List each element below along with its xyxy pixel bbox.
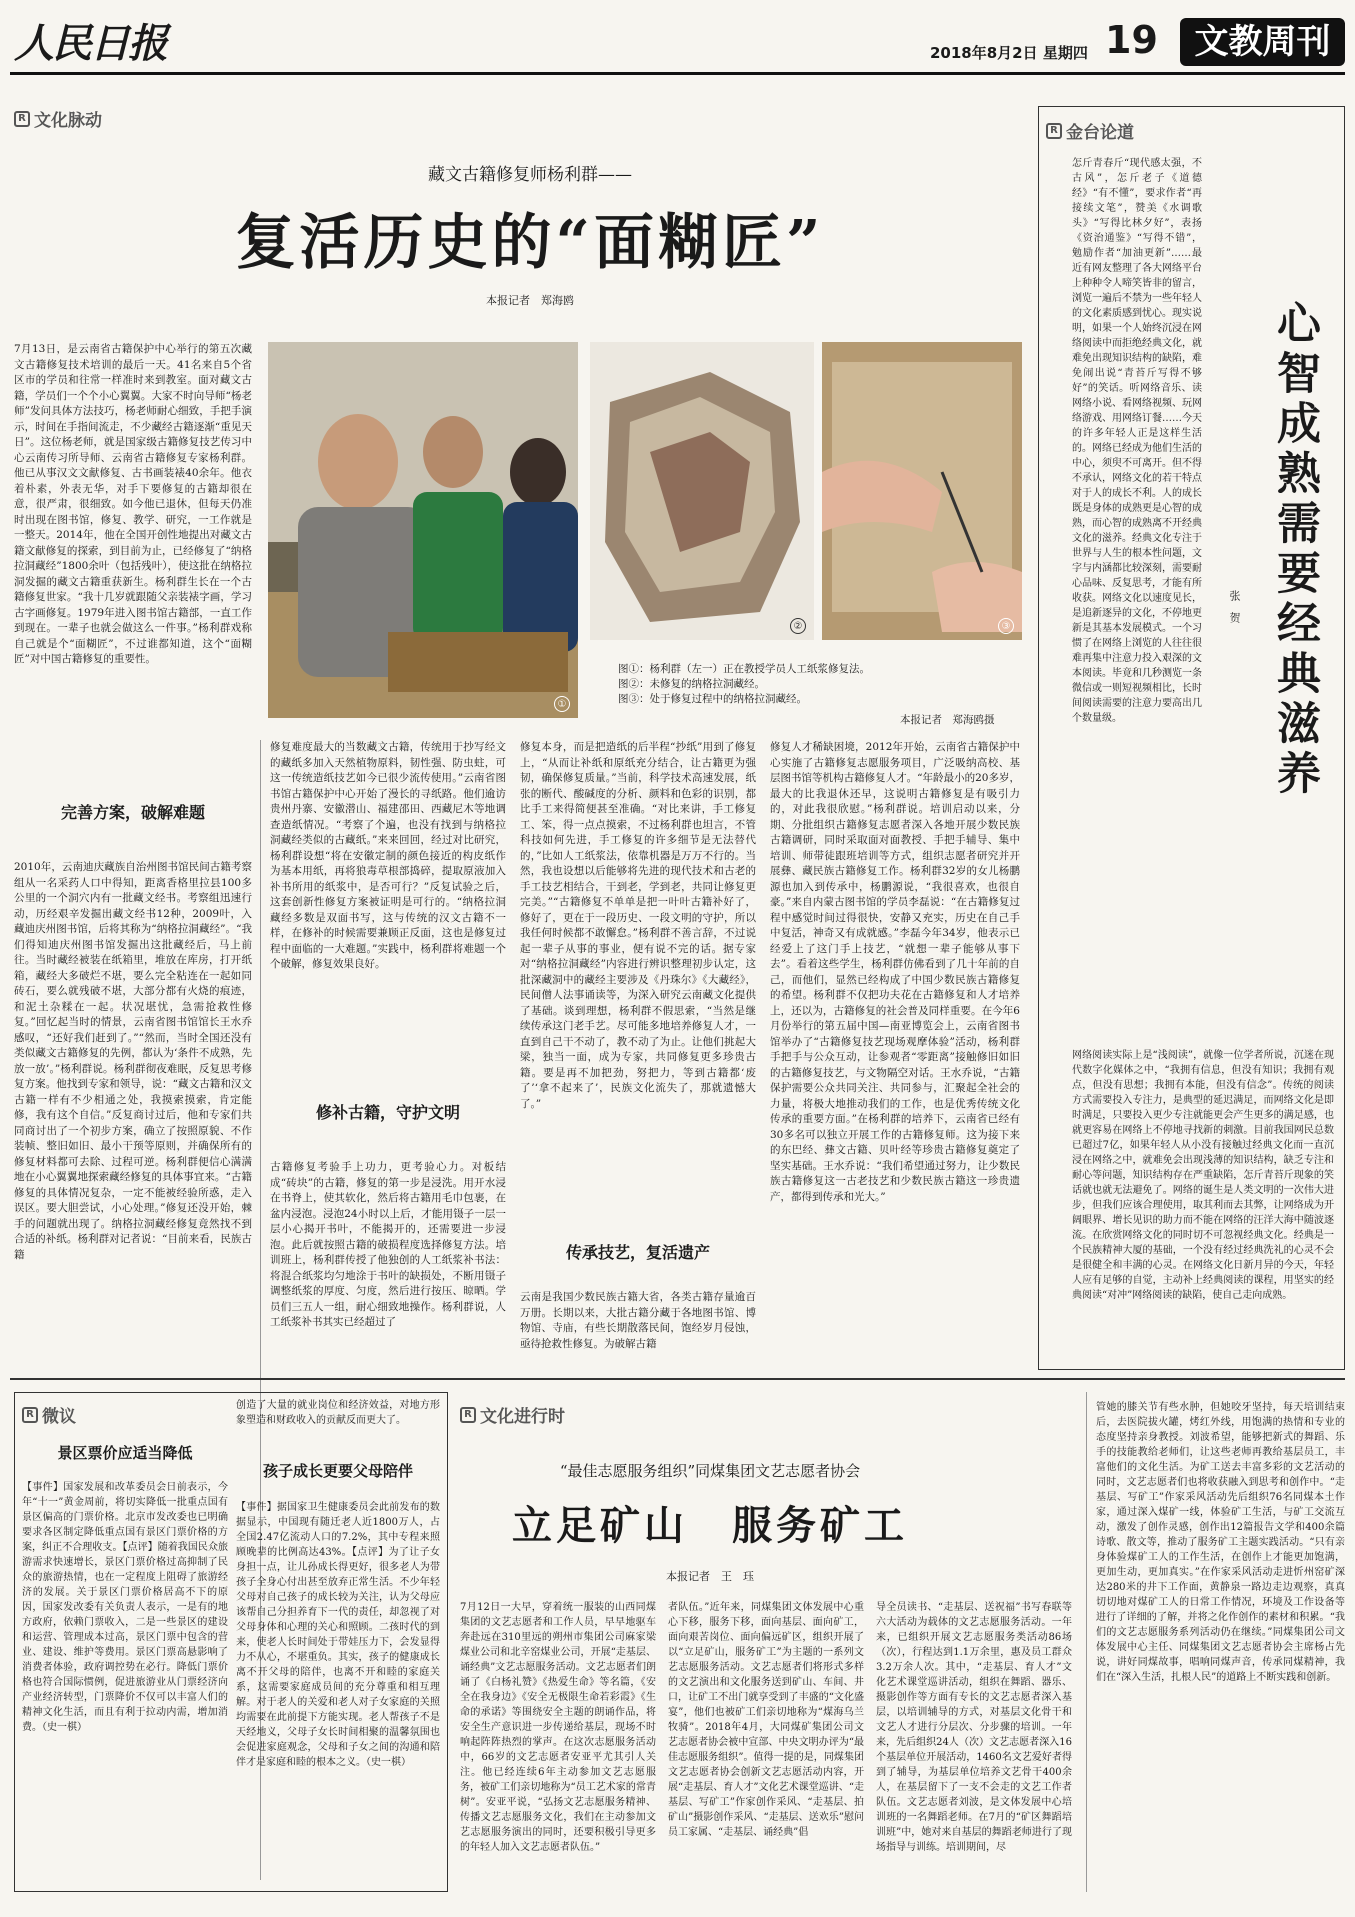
- micro-text-1: 【事件】国家发展和改革委员会日前表示，今年“十一”黄金周前，将切实降低一批重点国有景区偏高的门票价格。北京市发改委也已明确要求各区制定降低重点国有景区门票价格的方案，纠正不合理收支。【点评】随着我国民众旅游需求快速增长，景区门票价格过高抑制了民众的旅游热情，也在一定程度上阻碍了旅游经济的发展。关于景区门票价格居高不下的原因，国家发改委有关负责人表示，一是有的地方政府，依赖门票收入，二是一些景区的建设和运营、管理成本过高，景区门票中包含的营业、建设、维护等费用。景区门票高悬影响了消费者体验，政府调控势在必行。降低门票价格也符合国际惯例，促进旅游业从门票经济向产业经济转型，门票降价不仅可以丰富人们的精神文化生活，而且有利于拉动内需，增加消费。（史一棋）: [22, 1482, 228, 1733]
- section-title: 文教周刊: [1180, 18, 1345, 66]
- section-label-culture-progress: R 文化进行时: [460, 1402, 565, 1427]
- caption-line: 图①：杨利群（左一）正在教授学员人工纸浆修复法。: [618, 663, 870, 675]
- section-label-culture-pulse: R 文化脉动: [14, 106, 102, 131]
- r-icon: R: [460, 1407, 476, 1423]
- section-divider: [10, 1378, 1345, 1380]
- micro-title-1: 景区票价应适当降低: [57, 1444, 193, 1462]
- bottom-title: 立足矿山 服务矿工: [512, 1502, 908, 1549]
- photo-2-number: ②: [790, 618, 806, 634]
- photo-1: [268, 342, 578, 718]
- bottom-col4: 管她的膝关节有些水肿，但她咬牙坚持，每天培训结束后，去医院拔火罐，烤红外线，用饱满的热情和专业的态度坚持亲身教授。刘波希望，能够把新式的舞蹈、乐手的技能教给老师们，让这些老师再教给基层员工，丰富他们的文化生活。为矿工送去丰富多彩的文艺活动的同时，文艺志愿者们也将收获融入到思考和创作中。“走基层、写矿工”作家采风活动先后组织76名同煤本土作家，通过深入煤矿一线，体验矿工生活，与矿工交流互动，激发了创作灵感，创作出12篇报告文学和400余篇诗歌、散文等，推动了服务矿工主题实践活动。“只有亲身体验煤矿工人的工作生活，在创作上才能更加饱满，更加生动，更加真实。”在作家采风活动走进忻州窑矿深达280米的井下工作面，黄静泉一路边走边观察，真真切切地对煤矿工人的日常工作情况，环境及工作设备等进行了详细的了解，并将之化作创作的素材和积累。“我们的文艺志愿服务系列活动仍在继续。”同煤集团公司文体发展中心主任、同煤集团文艺志愿者协会主席杨占先说，讲好同煤故事，唱响同煤声音，传承同煤精神，我们在“深入生活，扎根人民”的道路上不断实践和创新。: [1096, 1402, 1345, 1683]
- commentary-text-top: 怎斤青春斤“现代感太强，不古风”，怎斤老子《道德经》“有不懂”，要求作者“再接续文笔”，赞美《水调歌头》“写得比林夕好”，表扬《资治通鉴》“写得不错”，勉励作者“加油更新”……最近有网友整理了各大网络平台上种种令人啼笑皆非的留言，浏览一遍后不禁为一些年轻人的文化素质感到忧心。现实说明，如果一个人始终沉浸在网络阅读中而拒绝经典文化，就难免出现知识结构的缺陷，难免闹出说“青苔斤写得不够好”的笑话。听网络音乐、读网络小说、看网络视频、玩网络游戏、用网络订餐……今天的许多年轻人正是这样生活的。网络已经成为他们生活的中心，须臾不可离开。但不得不承认，网络文化的若干特点对于人的成长不利。人的成长既是身体的成熟更是心智的成熟，而心智的成熟离不开经典文化的滋养。经典文化专注于世界与人生的根本性问题，文字与内涵都比较深刻，需要耐心品味、反复思考，才能有所收获。网络文化以速度见长，是追新逐异的文化，不停地更新是其基本发展模式。一个习惯了在网络上浏览的人往往很难再集中注意力投入艰深的文本阅读。毕竟和几秒测览一条微信或一则短视频相比，长时间阅读需要的注意力要高出几个数量级。: [1072, 158, 1202, 724]
- issue-date: 2018年8月2日 星期四: [930, 44, 1088, 62]
- bottom-col1: 7月12日一大早，穿着统一服装的山西同煤集团的文艺志愿者和工作人员，早早地驱车奔赴远在310里远的朔州市集团公司麻家梁煤业公司和北辛窑煤业公司，开展“走基层、诵经典”文艺志愿服务活动。文艺志愿者们朗诵了《白杨礼赞》《热爱生命》等名篇，《安全在我身边》《安全无极限生命若彩霞》《生命的承诺》等围绕安全主题的朗诵作品，将安全生产意识进一步传递给基层，现场不时响起阵阵热烈的掌声。在这次志愿服务活动中，66岁的文艺志愿者安亚平尤其引人关注。他已经连续6年主动参加文艺志愿服务，被矿工们亲切地称为“员工艺术家的常青树”。安亚平说，“弘扬文艺志愿服务精神、传播文艺志愿服务文化，我们在主动参加文艺志愿服务演出的同时，还要积极引导更多的年轻人加入文艺志愿者队伍。”: [460, 1602, 656, 1853]
- section-label-jintai: R 金台论道: [1046, 118, 1134, 143]
- commentary-title: 心智成熟需要经典滋养: [1269, 300, 1320, 800]
- masthead: [0, 0, 1355, 80]
- subhead-inherit-skills: 传承技艺，复活遗产: [565, 1243, 710, 1262]
- r-icon: R: [14, 111, 30, 127]
- micro-title-2: 孩子成长更要父母陪伴: [262, 1462, 413, 1480]
- article-col2a: 修复难度最大的当数藏文古籍，传统用于抄写经文的藏纸多加入天然植物原料，韧性强、防虫蛀，可这一传统造纸技艺如今已很少流传使用。”云南省图书馆古籍保护中心开始了漫长的寻纸路。他们逾访贵州丹寨、安徽潜山、福建邵田、西藏尼木等地调查造纸情况。“考察了个遍，也没有找到与纳格拉洞藏经类似的古藏纸。”来来回回，经过对比研究，杨利群设想“将在安徽定制的颜色接近的构皮纸作为基本用纸，再将狼毒草根部捣碎，提取原液加入补书所用的纸浆中，是否可行？”反复试验之后，这套创新性修复方案被证明是可行的。“纳格拉洞藏经多数是双面书写，这与传统的汉文古籍不一样，在修补的时候需要兼顾正反面，这也是修复过程中面临的一大难题。”实践中，杨利群将难题一个个破解，修复效果良好。: [270, 741, 506, 970]
- bottom-col2: 者队伍。”近年来，同煤集团文体发展中心重心下移，服务下移，面向基层、面向矿工，面向艰苦岗位、面向偏远矿区，组织开展了以“立足矿山，服务矿工”为主题的一系列文艺志愿服务活动。文艺志愿者们将形式多样的文艺演出和文化服务送到矿山、车间、井口，让矿工不出门就享受到了丰盛的“文化盛宴”，他们也被矿工们亲切地称为“煤海乌兰牧骑”。2018年4月，大同煤矿集团公司文艺志愿者协会被中宣部、中央文明办评为“最佳志愿服务组织”。值得一提的是，同煤集团文艺志愿者协会创新文艺志愿活动内容，开展“走基层、育人才”文化艺术课堂巡讲、“走基层、写矿工”作家创作采风、“走基层、拍矿山”摄影创作采风、“走基层、送欢乐”慰问员工家属、“走基层、诵经典”倡: [668, 1602, 864, 1838]
- micro-text-2: 【事件】据国家卫生健康委员会此前发布的数据显示，中国现有随迁老人近1800万人，占全国2.47亿流动人口的7.2%，其中专程来照顾晚辈的比例高达43%。【点评】为了让子女身担一点，让儿孙成长得更好，很多老人为带孩子全身心付出甚至放弃正常生活。不少年轻父母对自己孩子的成长较为关注，认为父母应该帮自己分担养育下一代的责任，却忽视了对父母身体和心理的关心和照顾。二孩时代的到来，使老人长时间处于带娃压力下，会发显得力不从心，不堪重负。其实，孩子的健康成长离不开父母的陪伴，也离不开和睦的家庭关系，这需要家庭成员间的充分尊重和相互理解。对于老人的关爱和老人对子女家庭的关照均需要在此前提下方能实现。老人帮孩子不是天经地义，父母子女长时间相聚的温馨氛围也会促进家庭观念，父母和子女之间的沟通和陪伴才是家庭和睦的根本之义。（史一棋）: [236, 1502, 440, 1768]
- article-col3a: 修复本身，而是把造纸的后半程“抄纸”用到了修复上，“从而让补纸和原纸充分结合，让古籍更为强韧，确保修复质量。”当前，科学技术高速发展，纸张的断代、酸碱度的分析、颜料和色彩的识别，都比手工来得简便甚至准确。“对比来讲，手工修复工、笨，得一点点摸索，不过杨利群也坦言，不管科技如何先进，手工修复的许多细节是无法替代的，”比如人工纸浆法，依靠机器是万万不行的。当然，我也设想以后能够将先进的现代技术和古老的手工技艺相结合，干到老，学到老，共同让修复更完美。”“古籍修复不单单是把一叶叶古籍补好了，修好了，更在于一段历史、一段文明的守护，所以我任何时候都不敢懈怠。”杨利群不善言辞，不过说起一辈子从事的事业，便有说不完的话。据专家对“纳格拉洞藏经”内容进行辨识整理初步认定，这批深藏洞中的藏经主要涉及《丹珠尔》《大藏经》，民间僧人法事诵读等，为深入研究云南藏文化提供了基础。谈到理想，杨利群不假思索，“当然是继续传承这门老手艺。尽可能多地培养修复人才，一直到自己干不动了，教不动了为止。让他们挑起大梁，独当一面，成为专家，共同修复更多珍贵古籍。要是再不加把劲，努把力，等到古籍都‘废了’‘拿不起来了’，民族文化流失了，那就遗憾大了。”: [520, 741, 756, 1110]
- photo-3-illustration: [822, 342, 1022, 640]
- column-divider: [1086, 1392, 1087, 1892]
- caption-line: 图③：处于修复过程中的纳格拉洞藏经。: [618, 693, 807, 705]
- masthead-rule: [10, 72, 1345, 75]
- micro-text-1-cont: 创造了大量的就业岗位和经济效益，对地方形象塑造和财政收入的贡献反而更大了。: [236, 1400, 440, 1426]
- article-col1: 2010年，云南迪庆藏族自治州图书馆民间古籍考察组从一名采药人口中得知，距离香格里拉县100多公里的一个洞穴内有一批藏文经书。考察组迅速行动，历经艰辛发掘出藏文经书12种，2009叶，入藏迪庆州图书馆，后将其称为“纳格拉洞藏经”。“我们得知迪庆州图书馆发掘出这批藏经后，马上前往。当时藏经被装在纸箱里，堆放在库房，打开纸箱，藏经大多破烂不堪，要么完全粘连在一起如同砖石，要么就残破不堪，大部分都有火烧的痕迹，和泥土杂糅在一起。状况堪忧，急需抢救性修复。”回忆起当时的情景，云南省图书馆馆长王水乔感叹，“还好我们赶到了。”“然而，当时全国还没有类似藏文古籍修复的先例，都认为‘条件不成熟，先放一放’。”杨利群说。杨利群彻夜难眠，反复思考修复方案。他找到专家和领导，说：“藏文古籍和汉文古籍一样有不少相通之处，我摸索摸索，肯定能修，我有这个自信。”反复商讨过后，他和专家们共同商讨出了一个初步方案，确立了按照原貌、不作装帧、整旧如旧、最小干预等原则，并确保所有的修复材料都可去除、过程可逆。杨利群便信心满满地在小心翼翼地探索藏经修复的具体事宜来。“古籍修复的具体情况复杂，一定不能被经验所惑，走入误区。要大胆尝试，小心处理。”修复还没开始，棘手的问题就出现了。纳格拉洞藏经修复竟然找不到合适的补纸。杨利群对记者说：“目前来看，民族古籍: [14, 861, 252, 1261]
- subhead-repair-books: 修补古籍，守护文明: [315, 1103, 460, 1122]
- photo-captions: [618, 662, 998, 707]
- commentary-text-bottom: 网络阅读实际上是“浅阅读”，就像一位学者所说，沉迷在现代数字化媒体之中，“我拥有信息，但没有知识；我拥有观点，但没有思想；我拥有本能，但没有信念”。传统的阅读方式需要投入专注力，是典型的延迟满足，而网络文化是即时满足，只要投入更少专注就能更会产生更多的满足感，也就更容易在网络上不停地寻找新的刺激。目前我国网民总数已超过7亿，如果年轻人从小没有接触过经典文化而一直沉浸在网络之中，就难免会出现浅薄的知识结构，缺乏专注和耐心等问题，知识结构存在严重缺陷，怎斤青苔斤现象的笑话就也就无法避免了。网络的诞生是人类文明的一次伟大进步，但我们应该合理使用，取其利而去其弊，让网络成为开阔眼界、增长见识的助力而不能在网络的汪洋大海中随波逐流。在欣赏网络文化的同时切不可忽视经典文化。经典是一个民族精神大厦的基础，一个没有经过经典洗礼的心灵不会是很健全和丰满的心灵。在网络文化日新月异的今天，年轻人应有足够的自觉，主动补上经典阅读的课程，用坚实的经典阅读“对冲”网络阅读的缺陷，使自己走向成熟。: [1072, 1050, 1334, 1301]
- photo-2-illustration: [590, 342, 814, 640]
- caption-line: 图②：未修复的纳格拉洞藏经。: [618, 678, 765, 690]
- newspaper-logo: 人民日报: [14, 20, 166, 67]
- subhead-improve-plan: 完善方案，破解难题: [60, 803, 205, 822]
- article-byline: 本报记者 郑海鸥: [486, 294, 574, 307]
- article-title: 复活历史的“面糊匠”: [235, 208, 825, 278]
- bottom-col3: 导全员读书、“走基层、送祝福”书写春联等六大活动为载体的文艺志愿服务活动。一年来，已组织开展文艺志愿服务类活动86场（次），行程达到1.1万余里，惠及员工群众3.2万余人次。其中，“走基层、育人才”文化艺术课堂巡讲活动，组织在舞蹈、器乐、摄影创作等方面有专长的文艺志愿者深入基层，以培训辅导的方式，对基层文化骨干和文艺人才进行分层次、分步骤的培训。一年来，先后组织24人（次）文艺志愿者深入16个基层单位开展活动，1460名文艺爱好者得到了辅导，为基层单位培养文艺骨干400余人，在基层留下了一支不会走的文艺工作者队伍。文艺志愿者刘波，是文体发展中心培训班的一名舞蹈老师。在7月的“矿区舞蹈培训班”中，她对来自基层的舞蹈老师进行了现场指导与训练。培训期间，尽: [876, 1602, 1072, 1853]
- article-kicker: 藏文古籍修复师杨利群——: [428, 165, 632, 185]
- article-col4: 修复人才稀缺困境，2012年开始，云南省古籍保护中心实施了古籍修复志愿服务项目，广泛吸纳高校、基层图书馆等机构古籍修复人才。“年龄最小的20多岁，最大的比我退休还早，这说明古籍修复是有吸引力的，对此我很欣慰。”杨利群说。培训启动以来，分期、分批组织古籍修复志愿者深入各地开展少数民族古籍调研，同时采取面对面教授、手把手辅导、集中培训、师带徒跟班培训等方式，组织志愿者研究并开展彝、藏民族古籍修复工作。杨利群32岁的女儿杨鹏源也加入到传承中，杨鹏源说，“我很喜欢，也很自豪。”来自内蒙古图书馆的学员李磊说：“在古籍修复过程中感觉时间过得很快，安静又充实，历史在自己手中复活，神奇又有成就感。”李磊今年34岁，他表示已经爱上了这门手上技艺，“就想一辈子能够从事下去”。看着这些学生，杨利群仿佛看到了几十年前的自己，而他们，显然已经构成了中国少数民族古籍修复的希望。杨利群不仅把功夫花在古籍修复和人才培养上，还以为，古籍修复的社会普及同样重要。在今年6月份举行的第五届中国—南亚博览会上，云南省图书馆举办了“古籍修复技艺现场观摩体验”活动，杨利群手把手与公众互动，让参观者“零距离”接触修旧如旧的古籍修复技艺，与文物隔空对话。王水乔说，“古籍保护需要公众共同关注、共同参与，汇聚起全社会的力量，将极大地推动我们的工作，也是优秀传统文化传承的重要方面。”在杨利群的培养下，云南省已经有30多名可以独立开展工作的古籍修复师。这为接下来的东巴经、彝文古籍、贝叶经等珍贵古籍修复奠定了坚实基础。王水乔说：“我们希望通过努力，让少数民族古籍修复这一古老技艺和少数民族古籍这一珍贵遗产，都得到传承和光大。”: [770, 741, 1020, 1203]
- r-icon: R: [22, 1407, 38, 1423]
- page-number: 19: [1105, 18, 1158, 62]
- r-icon: R: [1046, 123, 1062, 139]
- commentary-author: 张 贺: [1228, 590, 1241, 623]
- article-intro: 7月13日，是云南省古籍保护中心举行的第五次藏文古籍修复技术培训的最后一天。41名来自5个省区市的学员和往常一样准时来到教室。面对藏文古籍，学员们一个个小心翼翼。大家不时向导师“杨老师”发问具体方法技巧，杨老师耐心细致，手把手演示，时间在手指间流走，不少藏经古籍逐渐“重见天日”。这位杨老师，就是国家级古籍修复技艺传习中心云南传习所导师、云南省古籍修复专家杨利群。他已从事汉文文献修复、古书画装裱40余年。他衣着朴素，外表无华，对手下要修复的古籍却很在意，很严肃，很细致。如今他已退休，但每天仍准时出现在图书馆，修复、教学、研究，一工作就是一整天。2014年，他在全国开创性地提出对藏文古籍文献修复的探索，到目前为止，已经修复了“纳格拉洞藏经”1800余叶（包括残叶），使这批在纳格拉洞发掘的藏文古籍重获新生。杨利群生长在一个古籍修复世家。“我十几岁就跟随父亲装裱字画，学习古字画修复。1979年进入图书馆古籍部，一直工作到现在。一辈子也就会做这么一件事。”杨利群戏称自己就是个“面糊匠”，不过谁都知道，这个“面糊匠”对中国古籍修复的重要性。: [14, 343, 252, 665]
- article-col2b: 古籍修复考验手上功力，更考验心力。对板结成“砖块”的古籍，修复的第一步是浸洗。用开水浸在书脊上，使其软化，然后将古籍用毛巾包裹，在盆内浸泡。浸泡24小时以上后，才能用镊子一层一层小心揭开书叶，不能揭开的，还需要进一步浸泡。此后就按照古籍的破损程度选择修复方法。培训班上，杨利群传授了他独创的人工纸浆补书法：将混合纸浆均匀地涂于书叶的缺损处，不断用镊子调整纸浆的厚度、匀度，然后进行按压、晾晒。学员们三五人一组，耐心细致地操作。杨利群说，人工纸浆补书其实已经超过了: [270, 1161, 506, 1328]
- photo-3-number: ③: [998, 618, 1014, 634]
- photo-1-number: ①: [554, 696, 570, 712]
- photo-3: [822, 342, 1022, 640]
- photo-2: [590, 342, 814, 640]
- photo-1-illustration: [268, 342, 578, 718]
- section-label-micro: R 微议: [22, 1402, 76, 1427]
- photo-credit: 本报记者 郑海鸥摄: [900, 714, 995, 726]
- bottom-byline: 本报记者 王 珏: [666, 1570, 754, 1583]
- article-col3b: 云南是我国少数民族古籍大省，各类古籍存量逾百万册。长期以来，大批古籍分藏于各地图书馆、博物馆、寺庙，有些长期散落民间，饱经岁月侵蚀，亟待抢救性修复。为破解古籍: [520, 1291, 756, 1350]
- bottom-kicker: “最佳志愿服务组织”同煤集团文艺志愿者协会: [559, 1462, 861, 1480]
